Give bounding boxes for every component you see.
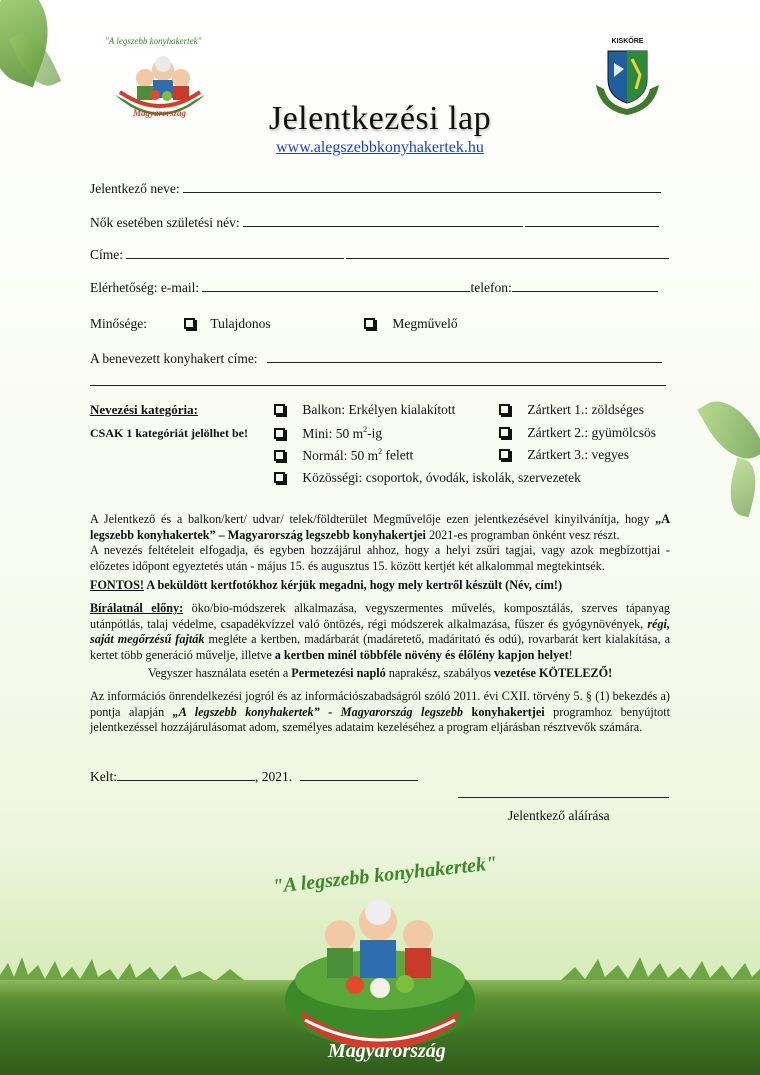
normal-checkbox[interactable] xyxy=(274,450,285,461)
place-field[interactable] xyxy=(117,768,255,781)
leaf-decoration-right xyxy=(697,390,760,471)
zartkert-3-label: Zártkert 3.: vegyes xyxy=(527,447,629,462)
maiden-name-row xyxy=(90,214,659,231)
mini-checkbox[interactable] xyxy=(274,428,285,439)
category-note: CSAK 1 kategóriát jelölhet be! xyxy=(90,426,248,440)
normal-sup: 2 xyxy=(378,447,383,456)
advantage-text-b: régi, saját megőrzésű fajták xyxy=(90,616,670,646)
date-year: , 2021. xyxy=(255,769,293,784)
chemical-text-a: Vegyszer használata esetén a xyxy=(147,666,292,680)
logo-bottom-country: Magyarország xyxy=(328,1040,446,1062)
garden-address-row xyxy=(90,350,662,367)
zartkert-1-label: Zártkert 1.: zöldséges xyxy=(527,402,644,417)
gdpr-paragraph xyxy=(90,689,670,736)
owner-checkbox[interactable] xyxy=(184,318,195,329)
category-normal[interactable] xyxy=(274,447,413,464)
balkon-label: Balkon: Erkélyen kialakított xyxy=(302,402,456,417)
owner-label: Tulajdonos xyxy=(210,316,271,331)
address-row xyxy=(90,246,669,263)
category-mini[interactable] xyxy=(274,425,382,442)
status-label: Minősége: xyxy=(90,316,147,331)
email-field[interactable] xyxy=(202,279,470,292)
p1-text-c: 2021-es programban önként vesz részt. xyxy=(425,527,620,542)
normal-suffix: felett xyxy=(382,447,414,463)
fontos-label: FONTOS! xyxy=(90,578,144,592)
mini-label: Mini: 50 m xyxy=(302,425,364,441)
name-field[interactable] xyxy=(183,180,661,193)
website-link[interactable]: www.alegszebbkonyhakertek.hu xyxy=(276,139,484,156)
advantage-text-c: megléte a kertben, madárbarát (madáretető, madáritató és odú), rovarbarát kert kialakítása, a kertet több generáció művelje, illetve xyxy=(90,632,670,662)
date-row xyxy=(90,768,418,785)
logo-bottom xyxy=(260,852,500,1070)
advantage-text-a: öko/bio-módszerek alkalmazása, vegyszermentes művelés, komposztálás, szerves tápanyag utánpótlás, talaj védelme, csapadékvízzel való öntözés, régi módszerek alkalmazása, fűszer és gyógynövények, xyxy=(90,601,671,631)
address-label: Címe: xyxy=(90,247,123,262)
signature-label: Jelentkező aláírása xyxy=(508,808,610,823)
fontos-text: A beküldött kertfotókhoz kérjük megadni, hogy mely kertről készült (Név, cím!) xyxy=(143,578,563,592)
chemical-paragraph xyxy=(90,666,670,682)
name-row xyxy=(90,180,661,197)
address-field[interactable] xyxy=(126,246,344,259)
advantage-text-e: ! xyxy=(568,647,573,662)
logo-bottom-caption: "A legszebb konyhakertek" xyxy=(271,852,499,898)
maiden-name-field-2[interactable] xyxy=(525,214,659,227)
signature-line[interactable] xyxy=(458,797,669,798)
status-option-cultivator[interactable] xyxy=(364,316,458,332)
gdpr-text-b: „A legszebb konyhakertek” - Magyarország legszebb xyxy=(172,704,464,719)
gdpr-text-d: programhoz benyújtott jelentkezéssel hozzájárulásomat adom, személyes adataim kezeléséhez a program eljárásban résztvevők számára. xyxy=(90,704,670,734)
cultivator-checkbox[interactable] xyxy=(364,318,375,329)
maiden-name-field[interactable] xyxy=(243,214,523,227)
phone-label: telefon: xyxy=(470,280,512,295)
category-zartkert-2[interactable] xyxy=(499,425,656,441)
date-label: Kelt: xyxy=(90,769,117,784)
date-field[interactable] xyxy=(300,768,418,781)
zartkert-3-checkbox[interactable] xyxy=(499,449,510,460)
phone-field[interactable] xyxy=(512,279,658,292)
category-balkon[interactable] xyxy=(274,402,455,418)
category-kozossegi[interactable] xyxy=(274,470,581,486)
leaf-decoration-right-2 xyxy=(723,458,760,518)
garden-address-field-2[interactable] xyxy=(90,385,666,386)
logo-top-country: Magyarország xyxy=(133,108,187,118)
gdpr-text-c: konyhakertjei xyxy=(463,704,545,719)
kozossegi-label: Közösségi: csoportok, óvodák, iskolák, szervezetek xyxy=(302,470,581,485)
balkon-checkbox[interactable] xyxy=(274,404,285,415)
chemical-text-b: Permetezési napló xyxy=(291,666,386,680)
p1-text-a: A Jelentkező és a balkon/kert/ udvar/ telek/földterület Megművelője ezen jelentkezésével kinyilvánítja, hogy xyxy=(90,512,656,526)
chemical-text-d: vezetése KÖTELEZŐ! xyxy=(494,666,613,680)
contact-row xyxy=(90,279,658,296)
garden-address-label: A benevezett konyhakert címe: xyxy=(90,351,258,366)
mini-suffix: -ig xyxy=(367,425,383,441)
advantage-paragraph xyxy=(90,601,670,663)
page-title: Jelentkezési lap xyxy=(268,100,492,137)
chemical-text-c: naprakész, szabályos xyxy=(385,666,495,680)
email-label: Elérhetőség: e-mail: xyxy=(90,280,200,295)
declaration-paragraph xyxy=(90,512,670,543)
garden-address-field[interactable] xyxy=(267,350,662,363)
advantage-text-d: a kertben minél többféle növény és élőlény kapjon helyet xyxy=(274,647,569,662)
cultivator-label: Megművelő xyxy=(392,316,458,331)
zartkert-1-checkbox[interactable] xyxy=(499,404,510,415)
maiden-name-label: Nők esetében születési név: xyxy=(90,215,240,230)
category-zartkert-1[interactable] xyxy=(499,402,644,418)
conditions-paragraph: A nevezés feltételeit elfogadja, és egyben hozzájárul ahhoz, hogy a helyi zsűri tagjai, vagy azok megbízottjai - előzetes időpont egyeztetés után - május 15. és augusztus 15. között kertjét két alkalommal megtekintsék. xyxy=(90,543,670,573)
status-option-owner[interactable] xyxy=(184,316,271,332)
name-label: Jelentkező neve: xyxy=(90,181,180,196)
address-field-2[interactable] xyxy=(346,246,669,259)
category-label: Nevezési kategória: xyxy=(90,402,198,417)
crest-label: KISKŐRE xyxy=(611,38,644,45)
p1-program-name: „A legszebb konyhakertek” – Magyarország legszebb konyhakertjei xyxy=(90,512,670,542)
fontos-paragraph xyxy=(90,578,670,594)
gdpr-text-a: Az információs önrendelkezési jogról és az információszabadságról szóló 2011. évi CXII. törvény 5. § (1) bekezdés a) pontja alapján xyxy=(90,689,670,719)
zartkert-2-checkbox[interactable] xyxy=(499,427,510,438)
normal-label: Normál: 50 m xyxy=(302,447,379,463)
mini-sup: 2 xyxy=(363,425,368,434)
kozossegi-checkbox[interactable] xyxy=(274,472,285,483)
zartkert-2-label: Zártkert 2.: gyümölcsös xyxy=(527,425,656,440)
logo-top-caption: "A legszebb konyhakertek" xyxy=(105,36,202,46)
status-row xyxy=(90,316,147,332)
category-zartkert-3[interactable] xyxy=(499,447,629,463)
advantage-label: Bírálatnál előny: xyxy=(90,601,184,615)
